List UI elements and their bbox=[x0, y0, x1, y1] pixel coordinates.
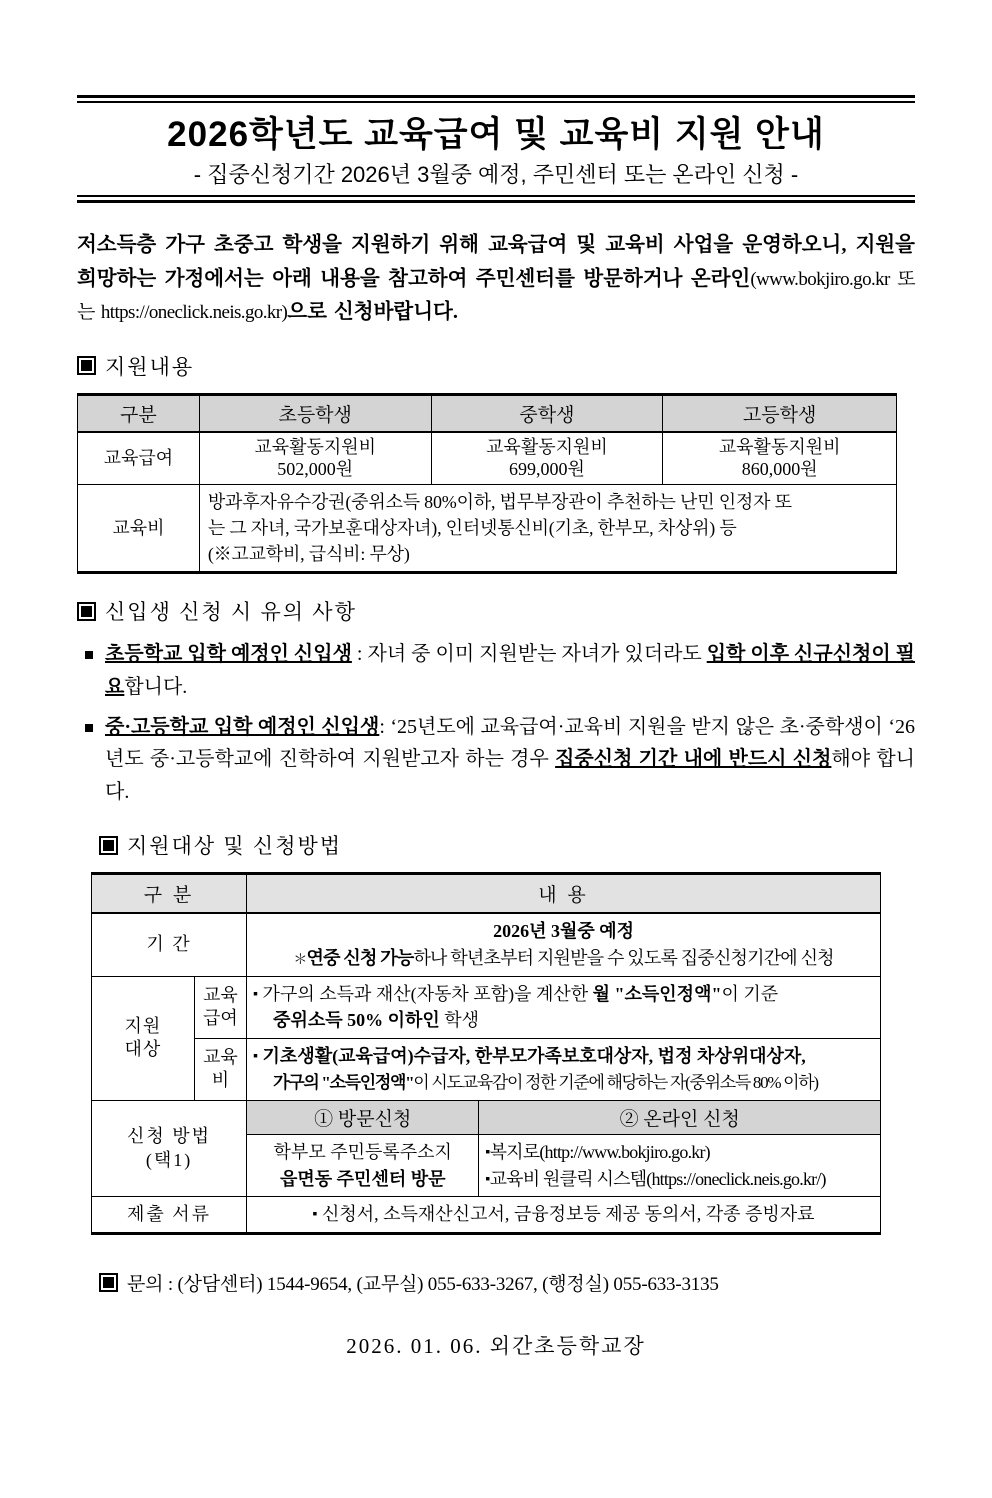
target-fee-line1: 기초생활(교육급여)수급자, 한부모가족보호대상자, 법정 차상위대상자, bbox=[262, 1045, 806, 1066]
section-heading-newstudent bbox=[77, 596, 915, 626]
table-row-method-header bbox=[92, 1101, 881, 1135]
cell-period-content bbox=[247, 913, 881, 976]
cell-high-benefit-amount: 860,000원 bbox=[741, 459, 818, 480]
target-benefit-line1-b: 월 "소득인정액" bbox=[592, 983, 722, 1004]
notice-1-tail: 합니다. bbox=[124, 675, 188, 698]
document-page bbox=[0, 95, 992, 1498]
cell-middle-benefit bbox=[431, 432, 663, 485]
notice-1-mid: : 자녀 중 이미 지원받는 자녀가 있더라도 bbox=[351, 643, 707, 666]
cell-high-benefit-name: 교육활동지원비 bbox=[718, 436, 841, 457]
sub-label-education-benefit-line1: 교육 bbox=[203, 984, 238, 1005]
education-fee-line-2: 는 그 자녀, 국가보훈대상자녀), 인터넷통신비(기초, 한부모, 차상위) 등 bbox=[207, 518, 737, 539]
row-label-method-line2: (택1) bbox=[145, 1149, 193, 1170]
method-visit-line1: 학부모 주민등록주소지 bbox=[273, 1142, 452, 1163]
filled-square-icon bbox=[99, 1273, 118, 1292]
col-header-elementary: 초등학생 bbox=[199, 394, 431, 432]
title-bottom-rule bbox=[77, 195, 915, 203]
cell-middle-benefit-amount: 699,000원 bbox=[508, 459, 585, 480]
cell-middle-benefit-name: 교육활동지원비 bbox=[486, 436, 608, 457]
bullet-dot-icon: ▪ bbox=[485, 1171, 490, 1187]
section-heading-support bbox=[77, 351, 915, 381]
education-fee-line-1: 방과후자유수강권(중위소득 80%이하, 법무부장관이 추천하는 난민 인정자 또 bbox=[207, 491, 792, 512]
col-header-middle: 중학생 bbox=[431, 394, 663, 432]
filled-square-icon bbox=[77, 356, 96, 375]
row-label-education-fee: 교육비 bbox=[78, 484, 200, 572]
bullet-dot-icon: ▪ bbox=[253, 986, 259, 1002]
method-col2-header: ② 온라인 신청 bbox=[479, 1101, 881, 1135]
cell-target-fee-content bbox=[247, 1038, 881, 1100]
contact-line bbox=[77, 1269, 915, 1296]
intro-line-2: 운영하오니, 지원을 희망하는 가정에서는 아래 내용을 참고하여 주민센터를 bbox=[77, 234, 915, 290]
cell-elementary-benefit-name: 교육활동지원비 bbox=[254, 436, 377, 457]
cell-education-fee-description bbox=[199, 484, 896, 572]
table-row-period bbox=[92, 913, 881, 976]
notice-1-emphasis: 입학 이후 신규신청이 필요 bbox=[105, 643, 915, 698]
cell-elementary-benefit bbox=[199, 432, 431, 485]
cell-elementary-benefit-amount: 502,000원 bbox=[277, 459, 354, 480]
table-header-row bbox=[78, 394, 897, 432]
col-header-content: 내 용 bbox=[247, 874, 881, 914]
table-row bbox=[78, 432, 897, 485]
period-line-2-rest: 하나 학년초부터 지원받을 수 있도록 집중신청기간에 신청 bbox=[413, 947, 834, 968]
page-title: 2026학년도 교육급여 및 교육비 지원 안내 bbox=[167, 115, 825, 154]
section-heading-apply-label: 지원대상 및 신청방법 bbox=[127, 834, 343, 859]
cell-target-benefit-content bbox=[247, 976, 881, 1038]
row-label-target bbox=[92, 976, 195, 1101]
newstudent-notice-list bbox=[77, 638, 915, 808]
sub-label-education-benefit-line2: 급여 bbox=[203, 1008, 238, 1029]
section-heading-support-label: 지원내용 bbox=[105, 354, 195, 379]
col-header-division: 구 분 bbox=[92, 874, 247, 914]
row-label-target-line2: 대상 bbox=[124, 1039, 162, 1060]
page-subtitle: - 집중신청기간 2026년 3월중 예정, 주민센터 또는 온라인 신청 - bbox=[193, 161, 799, 187]
signoff-line: 2026. 01. 06. 외간초등학교장 bbox=[346, 1333, 646, 1358]
intro-line-4: 으로 신청바랍니다. bbox=[287, 300, 458, 323]
notice-2-emphasis: 집중신청 기간 내에 반드시 신청 bbox=[555, 748, 832, 771]
period-star: ＊ bbox=[293, 952, 307, 968]
intro-paragraph bbox=[77, 229, 915, 329]
intro-line-1: 저소득층 가구 초중고 학생을 지원하기 위해 교육급여 및 교육비 사업을 bbox=[77, 234, 734, 257]
filled-square-icon bbox=[77, 602, 96, 621]
row-label-education-benefit: 교육급여 bbox=[78, 432, 200, 485]
target-benefit-line1-c: 이 기준 bbox=[721, 983, 779, 1004]
cell-documents-content bbox=[247, 1197, 881, 1234]
method-col1-header: ① 방문신청 bbox=[247, 1101, 479, 1135]
contact-text: 문의 : (상담센터) 1544-9654, (교무실) 055-633-3267, (행정실) 055-633-3135 bbox=[127, 1273, 719, 1295]
method-visit-line2: 읍면동 주민센터 방문 bbox=[280, 1168, 446, 1189]
list-item bbox=[77, 638, 915, 703]
sub-label-education-fee-line2: 비 bbox=[211, 1070, 230, 1091]
bullet-dot-icon: ▪ bbox=[485, 1145, 490, 1161]
bullet-dot-icon: ▪ bbox=[253, 1048, 259, 1064]
sub-label-education-fee-line1: 교육 bbox=[203, 1047, 238, 1068]
col-header-division: 구분 bbox=[78, 394, 200, 432]
col-header-high: 고등학생 bbox=[663, 394, 897, 432]
cell-method-visit bbox=[247, 1135, 479, 1197]
notice-2-tail: 해야 합니다. bbox=[105, 748, 915, 803]
section-heading-apply bbox=[77, 830, 915, 860]
application-table bbox=[91, 872, 881, 1235]
target-benefit-line2-rest: 학생 bbox=[439, 1010, 480, 1031]
notice-1-term: 초등학교 입학 예정인 신입생 bbox=[105, 643, 352, 666]
row-label-method-line1: 신청 방법 bbox=[127, 1126, 212, 1147]
notice-2-mid: : ‘25년도에 교육급여·교육비 지원을 받지 않은 초·중학생이 ‘26년도 중·고등학교에 진학하여 지원받고자 하는 경우 bbox=[105, 716, 915, 771]
education-fee-line-3: (※고교학비, 급식비: 무상) bbox=[207, 544, 410, 565]
intro-urls: (www.bokjiro.go.kr 또는 https://oneclick.neis.go.kr) bbox=[77, 268, 916, 323]
target-fee-line2-b: "소득인정액" bbox=[321, 1073, 414, 1093]
support-content-table bbox=[77, 393, 897, 574]
intro-line-3: 방문하거나 온라인 bbox=[583, 267, 751, 290]
sub-label-education-benefit bbox=[194, 976, 246, 1038]
title-block bbox=[77, 95, 915, 203]
list-item bbox=[77, 711, 915, 808]
target-benefit-line2-bold: 중위소득 50% 이하인 bbox=[273, 1010, 440, 1031]
row-label-target-line1: 지원 bbox=[124, 1015, 162, 1036]
filled-square-icon bbox=[99, 836, 118, 855]
method-online-line2: 교육비 원클릭 시스템(https://oneclick.neis.go.kr/) bbox=[489, 1168, 826, 1189]
section-heading-newstudent-label: 신입생 신청 시 유의 사항 bbox=[105, 600, 357, 625]
period-line-1: 2026년 3월중 예정 bbox=[493, 921, 635, 942]
method-online-line1: 복지로(http://www.bokjiro.go.kr) bbox=[489, 1142, 710, 1163]
documents-text: 신청서, 소득재산신고서, 금융정보등 제공 동의서, 각종 증빙자료 bbox=[321, 1204, 815, 1225]
table-row-target-benefit bbox=[92, 976, 881, 1038]
table-header-row bbox=[92, 874, 881, 914]
target-fee-line2-a: 가구의 bbox=[273, 1073, 322, 1093]
row-label-documents: 제출 서류 bbox=[92, 1197, 247, 1234]
cell-method-online bbox=[479, 1135, 881, 1197]
period-line-2-bold: 연중 신청 가능 bbox=[306, 947, 414, 968]
table-row-target-fee bbox=[92, 1038, 881, 1100]
title-top-rule bbox=[77, 95, 915, 103]
cell-high-benefit bbox=[663, 432, 897, 485]
row-label-method bbox=[92, 1101, 247, 1197]
target-fee-line2-c: 이 시도교육감이 정한 기준에 해당하는 자(중위소득 80% 이하) bbox=[413, 1073, 818, 1093]
sub-label-education-fee bbox=[194, 1038, 246, 1100]
table-row-documents bbox=[92, 1197, 881, 1234]
target-benefit-line1-a: 가구의 소득과 재산(자동차 포함)을 계산한 bbox=[262, 983, 593, 1004]
bullet-dot-icon: ▪ bbox=[312, 1207, 318, 1223]
row-label-period: 기 간 bbox=[92, 913, 247, 976]
table-row bbox=[78, 484, 897, 572]
notice-2-term: 중·고등학교 입학 예정인 신입생 bbox=[105, 716, 380, 739]
